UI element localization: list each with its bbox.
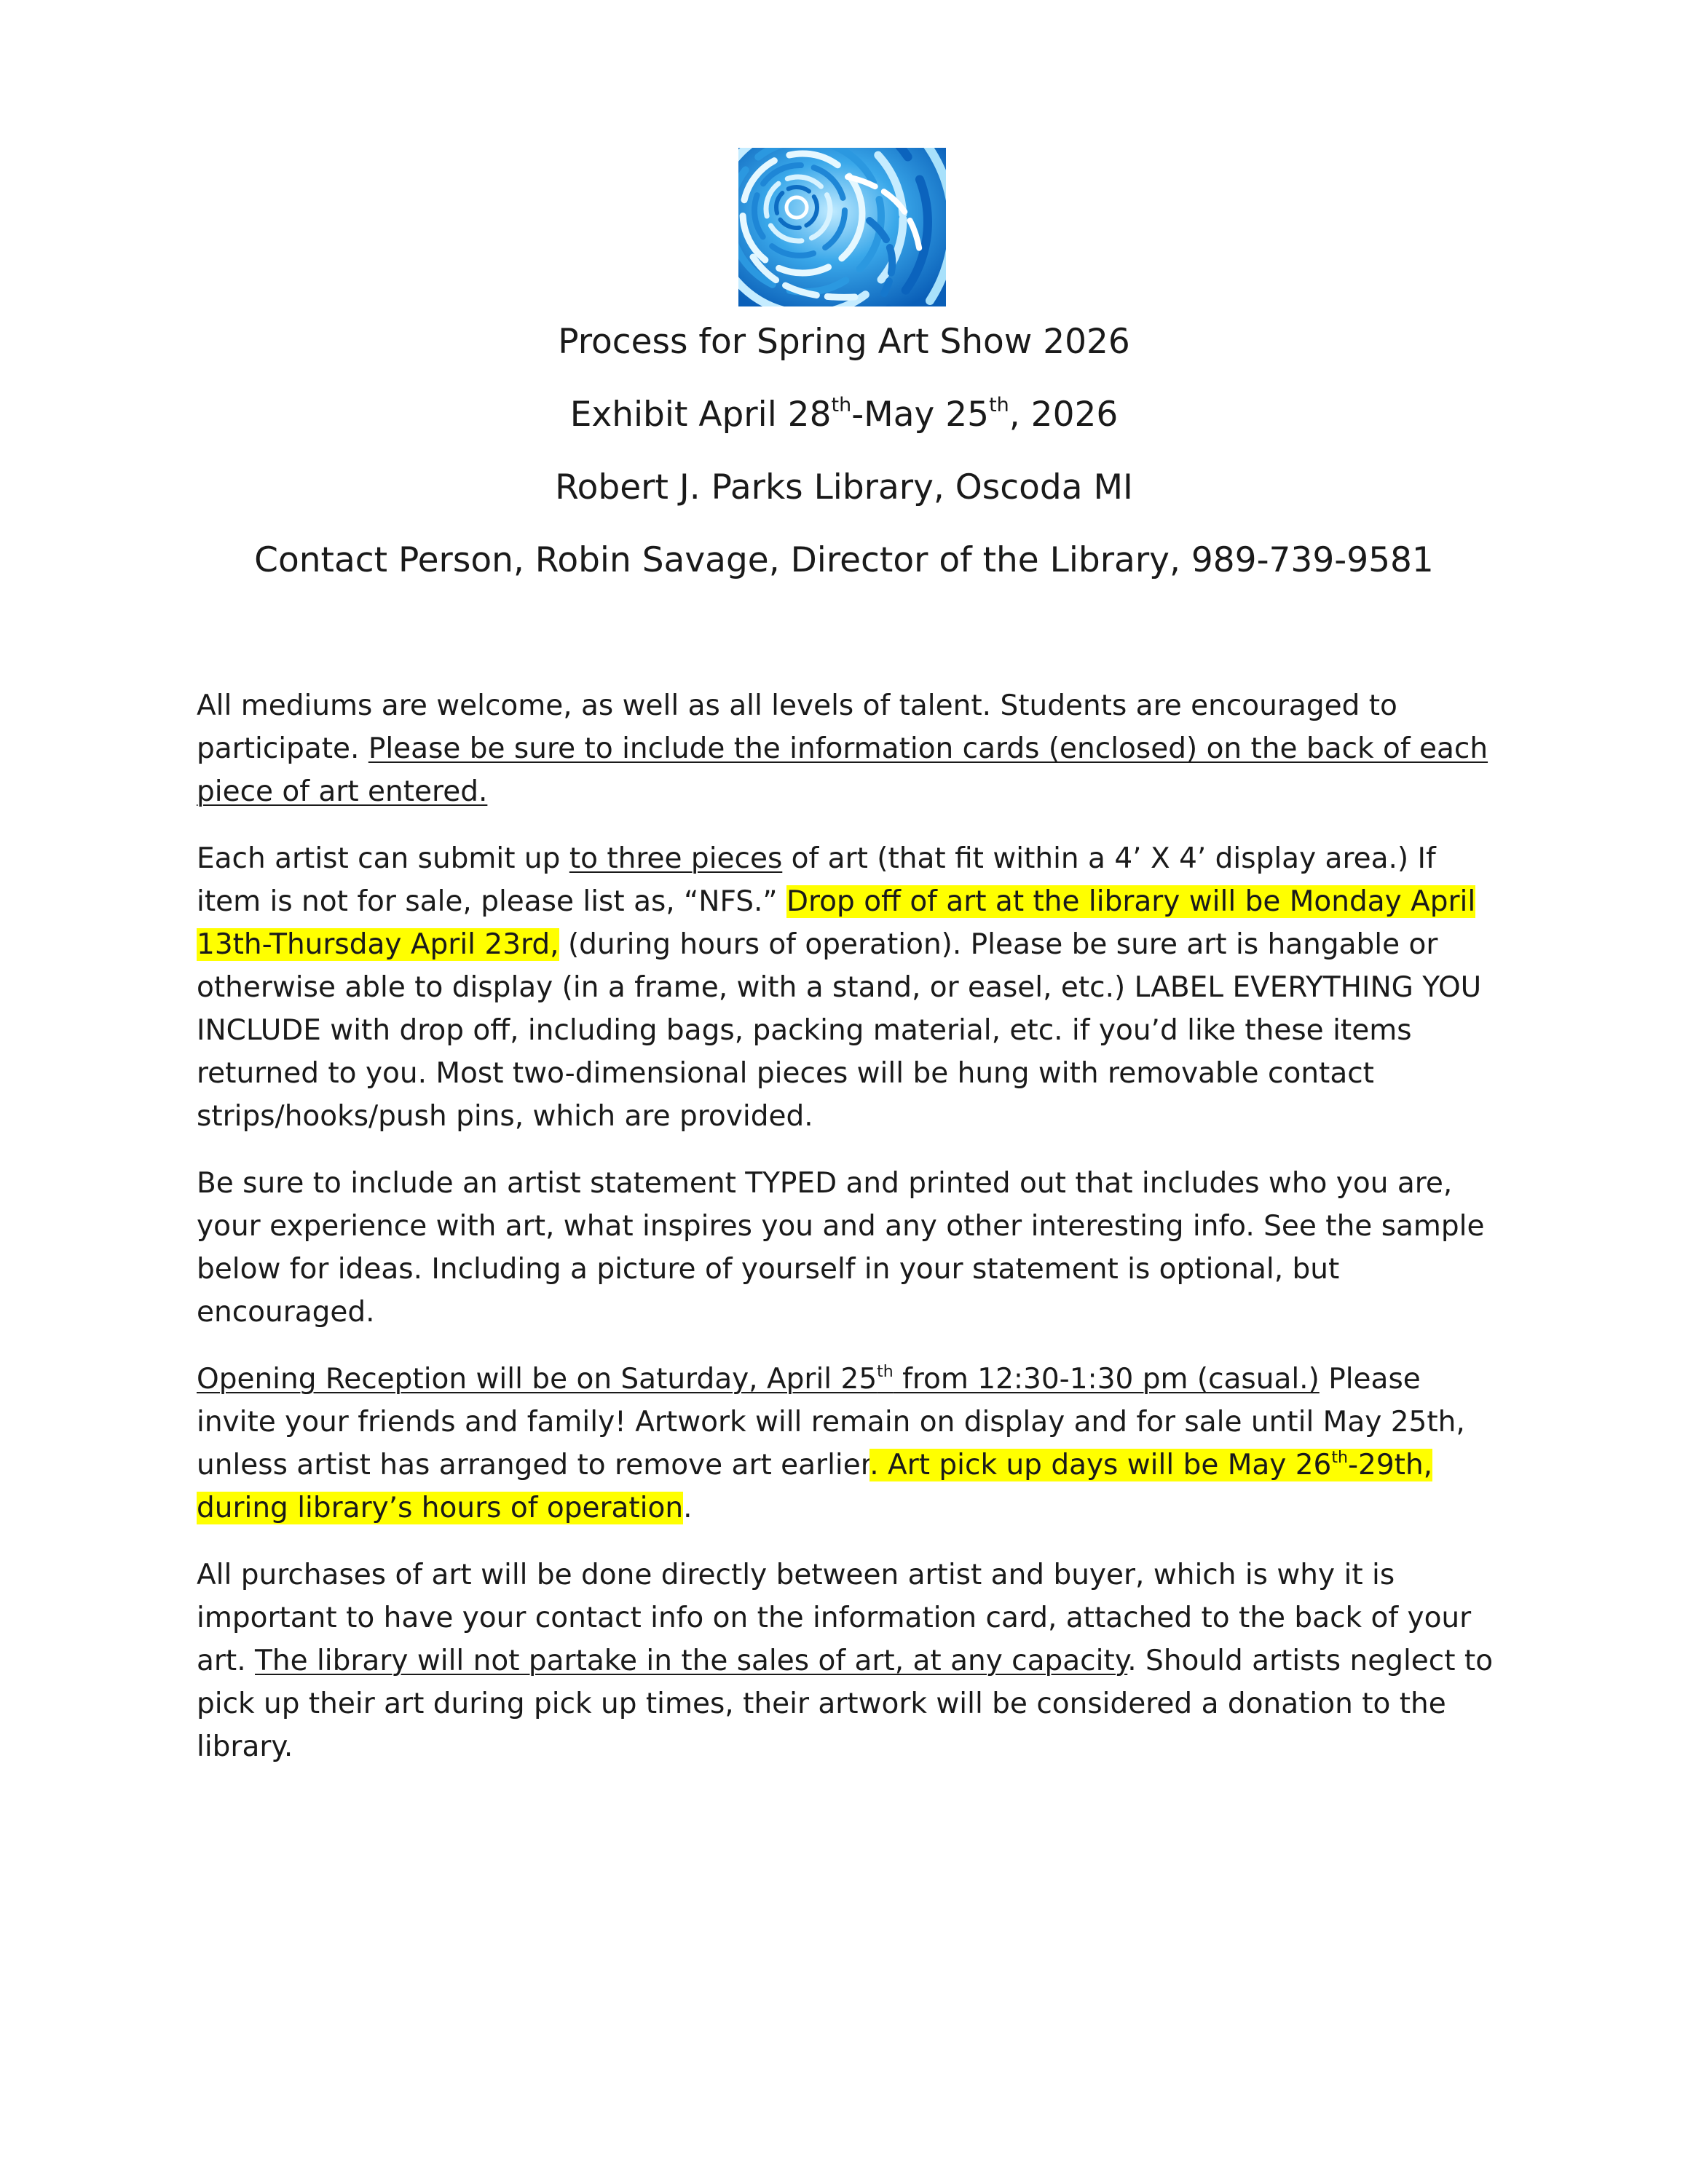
document-title: Process for Spring Art Show 2026: [558, 322, 1130, 362]
exhibit-dates-start: Exhibit April 28: [569, 395, 832, 435]
exhibit-dates-ordinal-2: th: [989, 394, 1009, 416]
swirl-logo-graphic: [738, 148, 946, 306]
library-location: Robert J. Parks Library, Oscoda MI: [555, 467, 1133, 507]
paragraph-artist-statement: [197, 1162, 1500, 1334]
paragraph-purchases: [197, 1554, 1500, 1768]
exhibit-dates-end: -May 25: [851, 395, 990, 435]
reception-text: Please invite your friends and family! Artwork will remain on display and for sale until May 25th, unless artist has arranged to remove art earlie: [197, 1363, 1465, 1481]
submission-text-1: Each artist can submit up: [197, 842, 569, 875]
artist-statement-text: Be sure to include an artist statement TYPED and printed out that includes who you are, your experience with art, what inspires you and any other interesting info. See the sample below for ideas. Including a picture of yourself in your statement is optional, but encouraged.: [197, 1167, 1485, 1329]
reception-time-text: from 12:30-1:30 pm (casual.): [893, 1363, 1320, 1396]
submission-text-3: (during hours of operation). Please be sure art is hangable or otherwise able to display (in a frame, with a stand, or easel, etc.) LABEL EVERYTHING YOU INCLUDE with drop off, including bags, packing material, etc. if you’d like these items returned to you. Most two-dimensional pieces will be hung with removable contact strips/hooks/push pins, which are provided.: [197, 928, 1482, 1133]
info-card-instruction: Please be sure to include the information cards (enclosed) on the back of each piece of art entered.: [197, 732, 1488, 808]
blue-swirl-artwork-icon: [738, 148, 946, 306]
reception-date-ordinal: th: [877, 1363, 894, 1381]
pick-up-dates-text: . Art pick up days will be May 26: [869, 1449, 1332, 1481]
exhibit-dates-ordinal-1: th: [831, 394, 852, 416]
paragraph-submission: [197, 837, 1500, 1138]
paragraph-reception: [197, 1358, 1500, 1530]
reception-period: .: [683, 1492, 693, 1524]
reception-text-end: r: [860, 1449, 870, 1481]
mediums-text: All mediums are welcome, as well as all levels of talent. Students are encouraged to participate.: [197, 689, 1397, 765]
reception-date-text: Opening Reception will be on Saturday, April 25: [197, 1363, 877, 1396]
exhibit-dates-year: , 2026: [1009, 395, 1119, 435]
three-pieces-limit: to three pieces: [569, 842, 783, 875]
document-body: [197, 684, 1500, 1792]
pick-up-hours-text: -29th, during library’s hours of operation: [197, 1449, 1433, 1524]
purchases-text-2: . Should artists neglect to pick up their art during pick up times, their artwork will be considered a donation to the library.: [197, 1645, 1494, 1763]
library-sales-disclaimer: The library will not partake in the sales of art, at any capacity: [255, 1645, 1128, 1677]
purchases-text-1: All purchases of art will be done directly between artist and buyer, which is why it is important to have your contact info on the information card, attached to the back of your art.: [197, 1559, 1472, 1677]
exhibit-dates: [0, 393, 1688, 437]
paragraph-mediums: [197, 684, 1500, 813]
submission-text-2: of art (that fit within a 4’ X 4’ display area.) If item is not for sale, please list as, “NFS.”: [197, 842, 1436, 918]
opening-reception-date: [197, 1363, 1320, 1396]
drop-off-dates-highlight: Drop off of art at the library will be Monday April 13th-Thursday April 23rd,: [197, 885, 1476, 961]
contact-person: Contact Person, Robin Savage, Director of the Library, 989-739-9581: [254, 540, 1434, 580]
pick-up-dates-ordinal: th: [1331, 1449, 1348, 1467]
